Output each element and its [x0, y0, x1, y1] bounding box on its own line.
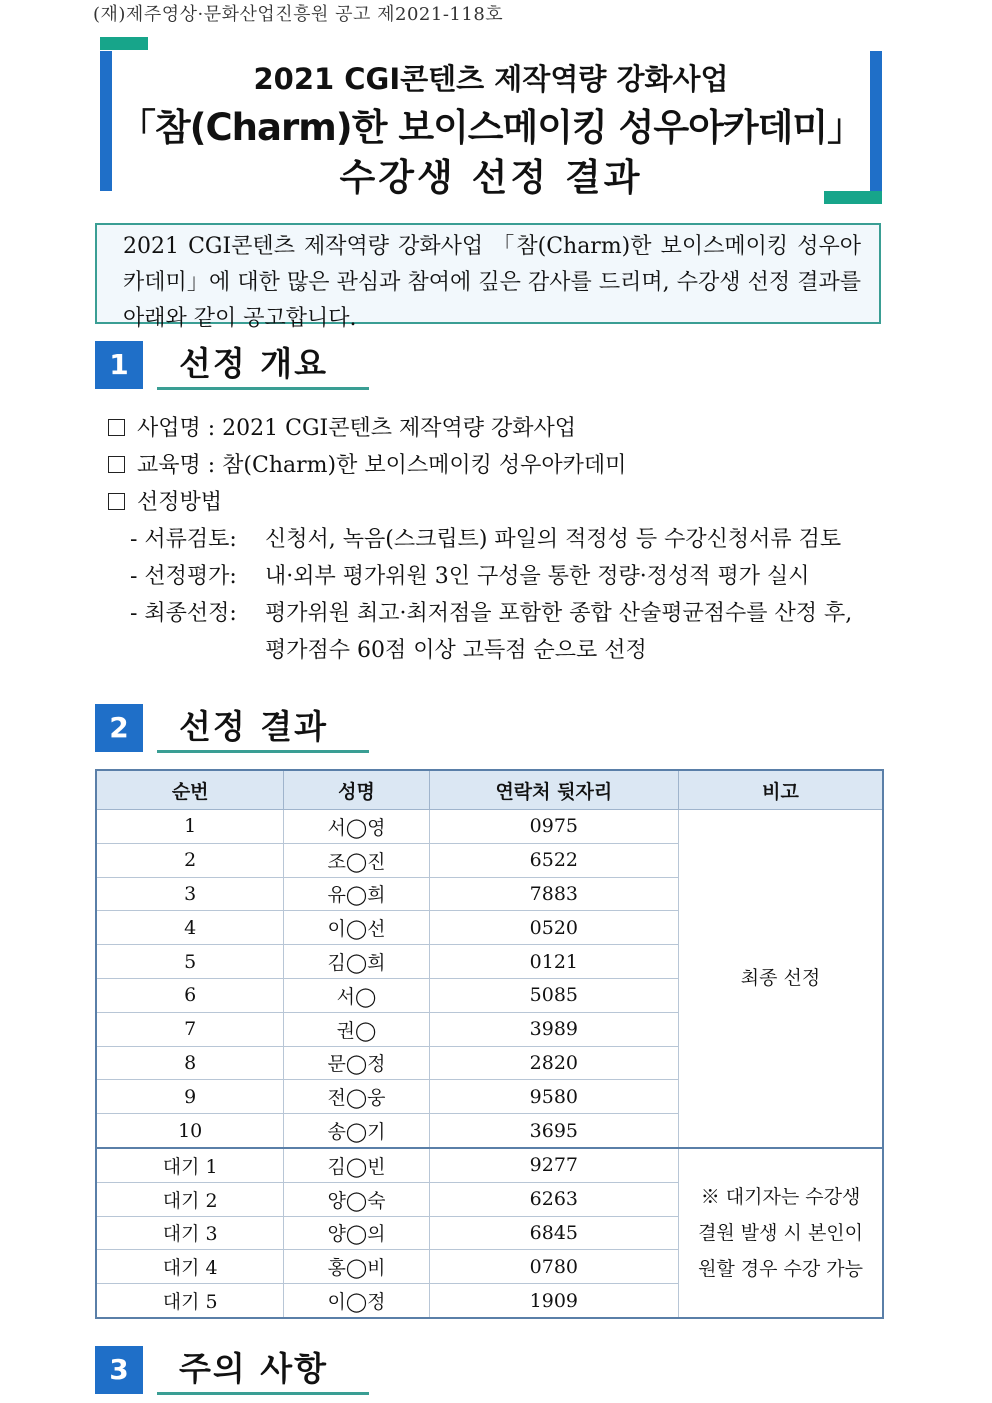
overview-method-text: 선정방법 [137, 490, 223, 515]
cell-contact: 0121 [429, 945, 679, 979]
overview-method [108, 489, 222, 517]
section-2-title: 선정 결과 [157, 704, 369, 753]
table-header-row [96, 770, 883, 810]
cell-name: 이◯정 [284, 1284, 429, 1318]
section-3-title: 주의 사항 [157, 1346, 369, 1395]
title-accent-green-left [100, 37, 148, 50]
cell-number: 3 [96, 877, 284, 911]
cell-number: 6 [96, 978, 284, 1012]
cell-number: 1 [96, 810, 284, 844]
cell-contact: 2820 [429, 1046, 679, 1080]
method-step-label: - 서류검토: [130, 527, 237, 552]
table-row [96, 810, 883, 844]
cell-contact: 3695 [429, 1114, 679, 1148]
cell-name: 송◯기 [284, 1114, 429, 1148]
cell-contact: 6263 [429, 1182, 679, 1216]
remark-final: 최종 선정 [679, 810, 883, 1148]
cell-contact: 0975 [429, 810, 679, 844]
cell-number: 대기 3 [96, 1216, 284, 1250]
cell-name: 홍◯비 [284, 1250, 429, 1284]
cell-name: 문◯정 [284, 1046, 429, 1080]
cell-number: 대기 5 [96, 1284, 284, 1318]
overview-business-text: 사업명 : 2021 CGI콘텐츠 제작역량 강화사업 [137, 416, 576, 441]
title-line-1: 2021 CGI콘텐츠 제작역량 강화사업 [253, 62, 729, 96]
cell-name: 이◯선 [284, 911, 429, 945]
remark-waiting [679, 1148, 883, 1318]
cell-number: 5 [96, 945, 284, 979]
cell-name: 조◯진 [284, 843, 429, 877]
cell-name: 서◯ [284, 978, 429, 1012]
cell-name: 양◯숙 [284, 1182, 429, 1216]
intro-box: 2021 CGI콘텐츠 제작역량 강화사업 「참(Charm)한 보이스메이킹 성우아카데미」에 대한 많은 관심과 참여에 깊은 감사를 드리며, 수강생 선정 결과를 아래와 같이 공고합니다. [95, 223, 881, 324]
cell-name: 전◯웅 [284, 1080, 429, 1114]
method-step-text-cont: 평가점수 60점 이상 고득점 순으로 선정 [265, 638, 647, 663]
cell-number: 2 [96, 843, 284, 877]
results-table [95, 769, 884, 1319]
remark-waiting-line: 원할 경우 수강 가능 [698, 1257, 864, 1280]
title-line-3: 수강생 선정 결과 [339, 156, 643, 199]
cell-number: 대기 4 [96, 1250, 284, 1284]
header-name: 성명 [284, 770, 429, 810]
cell-contact: 6522 [429, 843, 679, 877]
title-box [100, 37, 882, 205]
method-step-label: - 선정평가: [130, 564, 237, 589]
cell-contact: 5085 [429, 978, 679, 1012]
cell-number: 8 [96, 1046, 284, 1080]
overview-education-text: 교육명 : 참(Charm)한 보이스메이킹 성우아카데미 [137, 453, 627, 478]
remark-waiting-line: 결원 발생 시 본인이 [698, 1221, 864, 1244]
section-2-number: 2 [95, 704, 143, 752]
method-step-text: 평가위원 최고·최저점을 포함한 종합 산술평균점수를 산정 후, [265, 601, 853, 626]
cell-contact: 6845 [429, 1216, 679, 1250]
cell-contact: 0520 [429, 911, 679, 945]
cell-contact: 1909 [429, 1284, 679, 1318]
method-step-text: 신청서, 녹음(스크립트) 파일의 적정성 등 수강신청서류 검토 [265, 527, 842, 552]
checkbox-square-icon [108, 456, 125, 473]
method-step-3-cont [265, 637, 647, 665]
cell-contact: 3989 [429, 1012, 679, 1046]
cell-name: 김◯빈 [284, 1148, 429, 1182]
section-1-number: 1 [95, 341, 143, 389]
cell-contact: 9277 [429, 1148, 679, 1182]
notice-number: (재)제주영상·문화산업진흥원 공고 제2021-118호 [93, 4, 504, 25]
cell-number: 9 [96, 1080, 284, 1114]
cell-number: 7 [96, 1012, 284, 1046]
section-3-number: 3 [95, 1346, 143, 1394]
title-line-2: 「참(Charm)한 보이스메이킹 성우아카데미」 [118, 106, 864, 149]
header-contact: 연락처 뒷자리 [429, 770, 679, 810]
cell-number: 대기 2 [96, 1182, 284, 1216]
method-step-3 [130, 600, 853, 628]
cell-name: 김◯희 [284, 945, 429, 979]
checkbox-square-icon [108, 419, 125, 436]
method-step-label: - 최종선정: [130, 601, 237, 626]
overview-business [108, 415, 576, 443]
section-1-title: 선정 개요 [157, 341, 369, 390]
overview-education [108, 452, 626, 480]
cell-name: 권◯ [284, 1012, 429, 1046]
method-step-1 [130, 526, 842, 554]
table-row [96, 1148, 883, 1182]
method-step-2 [130, 563, 810, 591]
remark-waiting-line: ※ 대기자는 수강생 [700, 1185, 861, 1208]
cell-name: 유◯희 [284, 877, 429, 911]
cell-name: 서◯영 [284, 810, 429, 844]
checkbox-square-icon [108, 493, 125, 510]
method-step-text: 내·외부 평가위원 3인 구성을 통한 정량·정성적 평가 실시 [265, 564, 810, 589]
cell-contact: 9580 [429, 1080, 679, 1114]
cell-contact: 0780 [429, 1250, 679, 1284]
header-remark: 비고 [679, 770, 883, 810]
cell-name: 양◯의 [284, 1216, 429, 1250]
cell-number: 대기 1 [96, 1148, 284, 1182]
cell-number: 4 [96, 911, 284, 945]
header-number: 순번 [96, 770, 284, 810]
cell-number: 10 [96, 1114, 284, 1148]
cell-contact: 7883 [429, 877, 679, 911]
